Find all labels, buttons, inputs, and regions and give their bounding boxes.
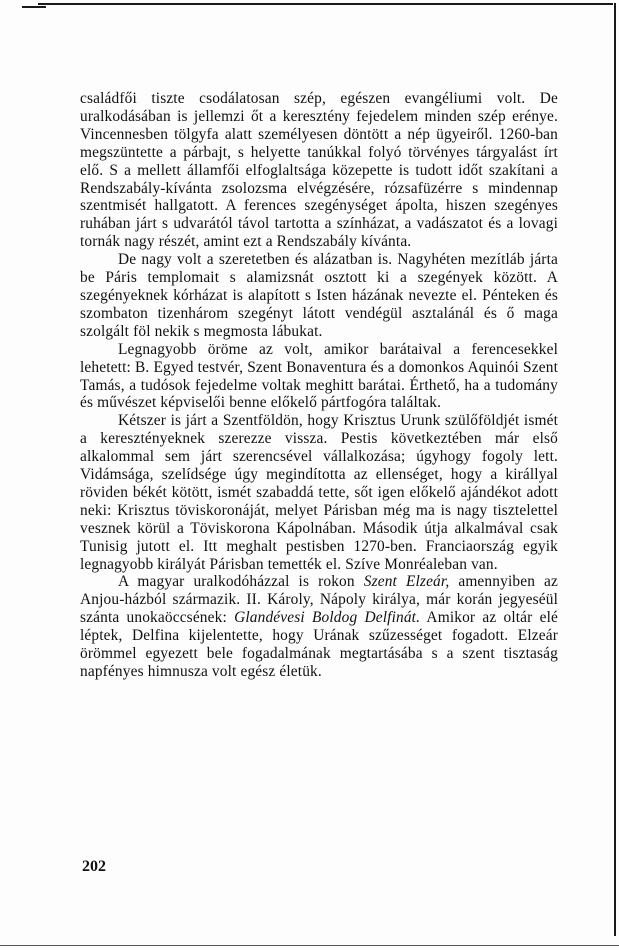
page-number: 202 bbox=[82, 858, 106, 875]
body-text bbox=[80, 90, 558, 681]
text-run: amennyiben az Anjou-házból származik. II. Károly, Nápoly királya, már korán jegyeséül szánta unokaöccsének: bbox=[80, 573, 558, 627]
paragraph bbox=[80, 573, 558, 680]
text-run: A magyar uralkodóházzal is rokon bbox=[118, 573, 364, 591]
paragraph bbox=[80, 341, 558, 413]
scan-edge-right bbox=[614, 3, 616, 936]
text-run: Kétszer is járt a Szentföldön, hogy Krisztus Urunk szülőföldjét ismét a keresztényeknek szerezze vissza. Pestis következtében már első alkalommal sem járt szerencsével vállalkozása; úgyhogy fogoly lett. Vidámsága, szelídsége úgy megindította az ellenséget, hogy a királlyal röviden békét kötött, ismét szabaddá tette, sőt igen előkelő ajándékot adott neki: Krisztus töviskoronáját, melyet Párisban még ma is nagy tisztelettel vesznek körül a Töviskorona Kápolnában. Második útja alkalmával csak Tunisig jutott el. Itt meghalt pestisben 1270-ben. Franciaország egyik legnagyobb királyát Párisban temették el. Szíve Monréaleban van. bbox=[80, 412, 558, 573]
text-run: Amikor az oltár elé léptek, Delfina kijelentette, hogy Urának szűzességet fogadott. Elzeár örömmel egyezett bele fogadalmának megtartásába s a szent tisztaság napfényes himnusza volt egész életük. bbox=[80, 609, 558, 680]
text-run: De nagy volt a szeretetben és alázatban is. Nagyhéten mezítláb járta be Páris templomait s alamizsnát osztott ki a szegények között. A szegényeknek kórházat is alapított s Isten házának nevezte el. Pénteken és szombaton tizenhárom szegényt látott vendégül asztalánál és ő maga szolgált föl nekik s megmosta lábukat. bbox=[80, 251, 558, 340]
italic-name: Szent Elzeár, bbox=[363, 573, 450, 591]
scan-edge-bottom bbox=[0, 945, 619, 946]
text-run: családfői tiszte csodálatosan szép, egészen evangéliumi volt. De uralkodásában is jellemzi őt a keresztény fejedelem minden szép erénye. Vincennesben tölgyfa alatt személyesen döntött a nép ügyeiről. 1260-ban megszüntette a párbajt, s helyette tanúkkal folyó törvényes tárgyalást írt elő. S a mellett államfői elfoglaltsága közepette is tudott időt szakítani a Rendszabály-kívánta zsolozsma elvégzésére, rózsafüzérre s mindennap szentmisét hallgatott. A ferences szegénységet ápolta, hiszen szegényes ruhában járt s udvarától távol tartotta a színházat, a vadászatot és a lovagi tornák nagy részét, amint ezt a Rendszabály kívánta. bbox=[80, 90, 558, 251]
paragraph bbox=[80, 412, 558, 573]
scan-edge-top bbox=[38, 3, 613, 5]
italic-name: Glandévesi Boldog Delfinát. bbox=[234, 609, 421, 627]
paragraph bbox=[80, 251, 558, 341]
text-run: Legnagyobb öröme az volt, amikor barátaival a ferencesekkel lehetett: B. Egyed testvér, Szent Bonaventura és a domonkos Aquinói Szent Tamás, a tudósok fejedelme voltak meghitt barátai. Érthető, ha a tudomány és művészet képviselői benne előkelő pártfogóra találtak. bbox=[80, 340, 558, 412]
paragraph bbox=[80, 90, 558, 251]
